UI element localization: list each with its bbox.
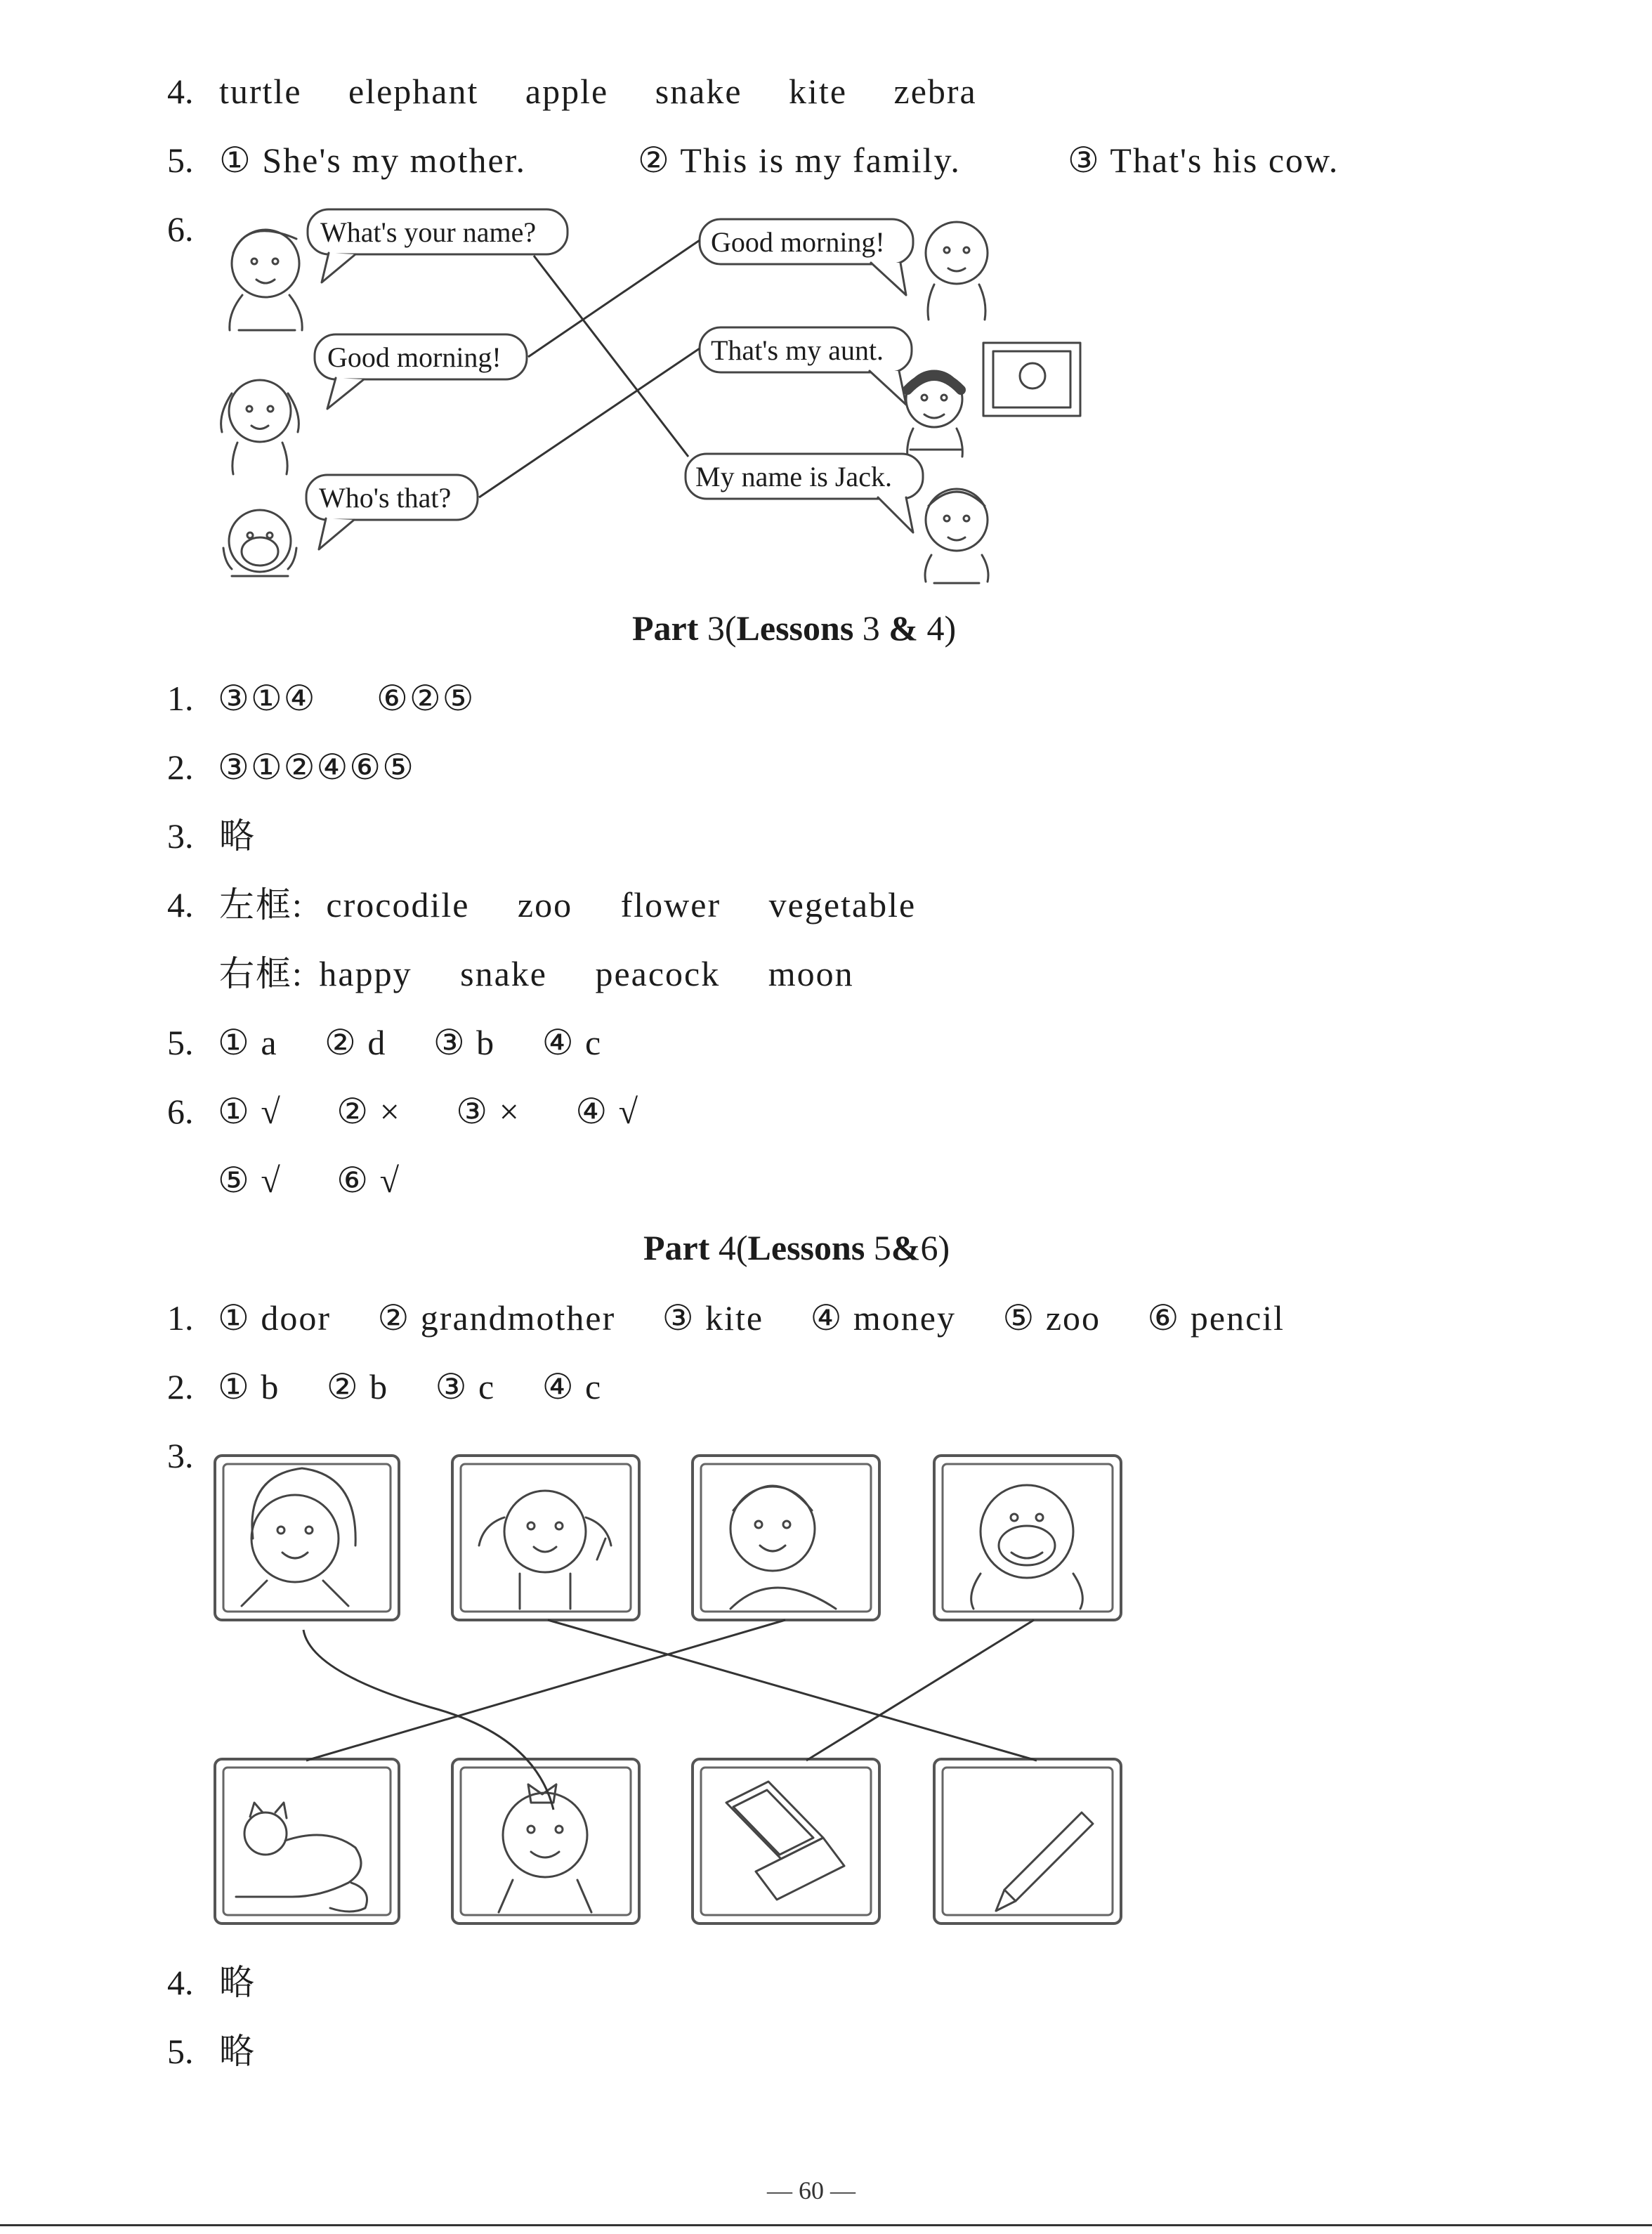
frame-monkey-face-icon <box>934 1456 1121 1620</box>
match-line <box>806 1620 1034 1761</box>
frame-girl-bow-icon <box>452 1759 639 1923</box>
p4-q5-number: 5. <box>167 2032 194 2071</box>
part3-heading: Part 3(Lessons 3 & 4) <box>632 608 957 648</box>
frame-girl-pigtails-icon <box>452 1456 639 1620</box>
p3-q2-answer: ③①②④⑥⑤ <box>218 747 415 787</box>
q5-sentence-3: ③ That's his cow. <box>1068 141 1339 180</box>
p4-q3-number: 3. <box>167 1436 194 1475</box>
word: elephant <box>348 72 479 111</box>
p3-q5-answers: ① a ② d ③ b ④ c <box>218 1023 603 1062</box>
p3-q4-number: 4. <box>167 885 194 925</box>
bubble-text: What's your name? <box>320 216 537 248</box>
p4-q1-answers: ① door ② grandmother ③ kite ④ money ⑤ zoo ⑥ pencil <box>218 1298 1285 1338</box>
p4-q4-number: 4. <box>167 1963 194 2002</box>
p3-q3-number: 3. <box>167 816 194 856</box>
match-line <box>548 1620 1037 1761</box>
word: kite <box>789 72 848 111</box>
word: apple <box>525 72 609 111</box>
p3-q4-left-box: 左框: crocodile zoo flower vegetable <box>219 885 917 925</box>
word: zebra <box>893 72 977 111</box>
q6-number: 6. <box>167 209 194 249</box>
p3-q6-row2: ⑤ √ ⑥ √ <box>218 1161 401 1200</box>
bubble-text: That's my aunt. <box>711 334 884 366</box>
bubble-text: Good morning! <box>327 341 501 373</box>
word: snake <box>655 72 742 111</box>
p3-q2-number: 2. <box>167 747 194 787</box>
q5-number: 5. <box>167 141 194 180</box>
q5-sentence-2: ② This is my family. <box>638 141 961 180</box>
frame-computer-icon <box>693 1759 879 1923</box>
frame-boy-face-icon <box>693 1456 879 1620</box>
p3-q1-answer-a: ③①④ <box>218 679 317 718</box>
p4-q5-answer: 略 <box>219 2032 256 2071</box>
q4-number: 4. <box>167 72 194 111</box>
word: turtle <box>219 72 302 111</box>
frame-pencil-icon <box>934 1759 1121 1923</box>
p3-q1-answer-b: ⑥②⑤ <box>376 679 476 718</box>
p3-q6-number: 6. <box>167 1092 194 1131</box>
p4-q2-answers: ① b ② b ③ c ④ c <box>218 1367 603 1406</box>
bottom-rule <box>0 2224 1652 2226</box>
p4-q2-number: 2. <box>167 1367 194 1406</box>
p3-q5-number: 5. <box>167 1023 194 1062</box>
frame-girl-face-icon <box>215 1456 399 1620</box>
p3-q1-number: 1. <box>167 679 194 718</box>
page-number: — 60 — <box>767 2176 855 2204</box>
p3-q6-row1: ① √ ② × ③ × ④ √ <box>218 1092 640 1131</box>
p3-q3-answer: 略 <box>219 816 256 856</box>
q5-sentence-1: ① She's my mother. <box>219 141 527 180</box>
bubble-text: Who's that? <box>319 482 452 514</box>
p4-q1-number: 1. <box>167 1298 194 1338</box>
bubble-text: My name is Jack. <box>695 461 892 492</box>
p4-q4-answer: 略 <box>219 1963 256 2002</box>
bubble-text: Good morning! <box>711 226 885 258</box>
frame-cat-icon <box>215 1759 399 1923</box>
part4-heading: Part 4(Lessons 5&6) <box>643 1228 950 1267</box>
p3-q4-right-box: 右框: happy snake peacock moon <box>219 954 854 993</box>
